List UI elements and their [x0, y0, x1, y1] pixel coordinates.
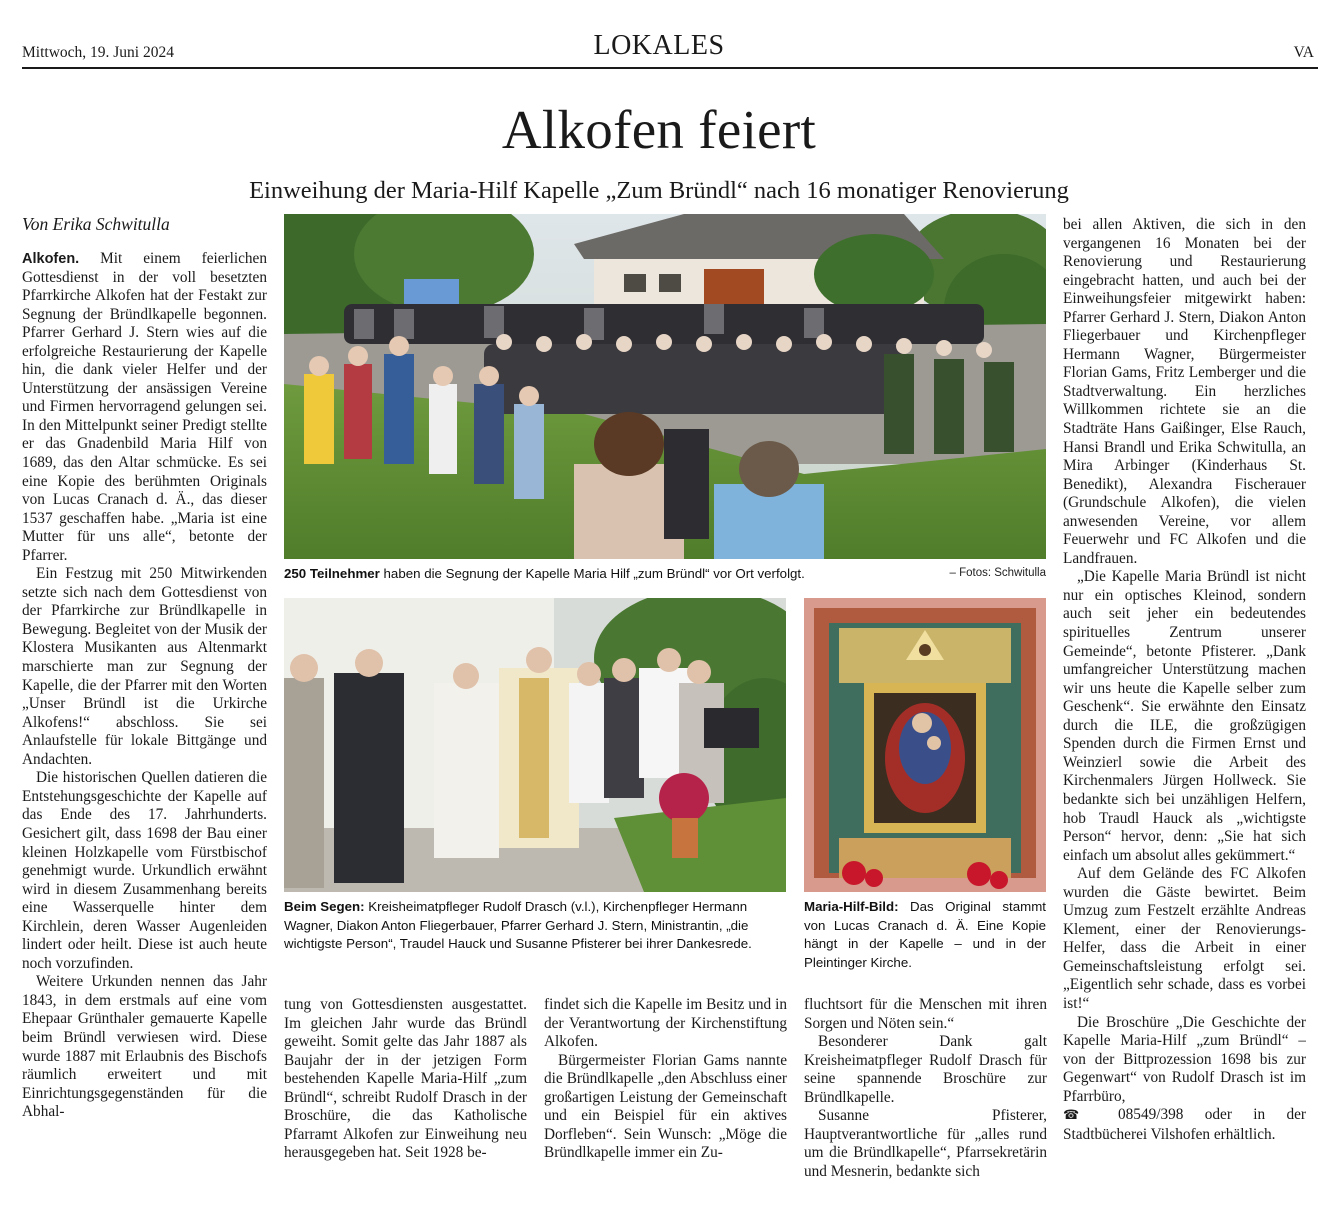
photo-blessing-caption: Beim Segen: Kreisheimatpfleger Rudolf Drasch (v.l.), Kirchenpfleger Hermann Wagner, Diakon Anton Fliegerbauer, Pfarrer Gerhard J. Stern, Ministrantin, „die wichtigste Person“, Traudel Hauck und Susanne Pfisterer bei ihrer Dankesrede. — [284, 899, 752, 951]
photo-credit: – Fotos: Schwitulla — [949, 567, 1046, 579]
byline: Von Erika Schwitulla — [22, 214, 170, 234]
paragraph: Bürgermeister Florian Gams nannte die Bründlkapelle „den Abschluss einer großartigen Leistung der Gemeinschaft und ein Beispiel für ein aktives Dorfleben“. Sein Wunsch: „Möge die Bründlkapelle immer ein Zu- — [544, 1051, 787, 1162]
paragraph: Weitere Urkunden nennen das Jahr 1843, in dem erstmals auf eine vom Ehepaar Grünthaler gemauerte Kapelle beim Bründl verwiesen wird. Diese wurde 1887 mit Erlaubnis des Bischofs räumlich erweitert und mit Einrichtungsgegenständen für die Abhal- — [22, 973, 267, 1121]
headline: Alkofen feiert — [501, 99, 817, 160]
paragraph: findet sich die Kapelle im Besitz und in der Verantwortung der Kirchenstiftung Alkofen. — [544, 996, 787, 1051]
photo-blessing — [284, 598, 786, 892]
photo-crowd-ceremony — [284, 214, 1046, 559]
article-column-3 — [544, 996, 787, 1192]
paragraph: Die Broschüre „Die Geschichte der Kapelle Maria-Hilf „zum Bründl“ – von der Bittprozession 1698 bis zur Gegenwart“ von Rudolf Drasch ist im Pfarrbüro, ☎ 08549/398 oder in der Stadtbücherei Vilshofen erhältlich. — [1063, 1013, 1306, 1143]
article-column-5 — [1063, 216, 1306, 1192]
phone-icon: ☎ — [1063, 1108, 1097, 1124]
paragraph: Ein Festzug mit 250 Mitwirkenden setzte sich nach dem Gottesdienst von der Pfarrkirche zur Bründlkapelle in Bewegung. Begleitet von der Musik der Klostera Musikanten aus Altenmarkt marschierte man zur Segnung der Kapelle, die der Pfarrer mit den Worten „Unser Bründl ist die Urkirche Alkofens!“ abschloss. Sie sei Anlaufstelle für lokale Bittgänge und Andachten. — [22, 565, 267, 768]
article-column-2 — [284, 996, 527, 1192]
edition-code: VA — [1293, 44, 1314, 61]
paragraph: Die historischen Quellen datieren die Entstehungsgeschichte der Kapelle auf das Ende des 17. Jahrhunderts. Gesichert gilt, dass 1698 der Bau einer kleinen Holzkapelle vom Fürstbischof genehmigt wurde. Urkundlich erwähnt wird in diesem Zusammenhang bereits eine Wasserquelle hinter dem Kirchlein, deren Wasser Augenleiden lindert oder heilt. Diese ist auch heute noch vorzufinden. — [22, 769, 267, 972]
photo-maria-hilf-altar — [804, 598, 1046, 892]
paragraph: Alkofen. Mit einem feierlichen Gottesdienst in der voll besetzten Pfarrkirche Alkofen hat der Festakt zur Segnung der Bründlkapelle begonnen. Pfarrer Gerhard J. Stern wies auf die erfolgreiche Restaurierung der Kapelle hin, die dank vieler Helfer und der Unterstützung der ansässigen Vereine und Firmen hervorragend gelungen sei. In den Mittelpunkt seiner Predigt stellte er das Gnadenbild Maria Hilf von 1689, das den Altar schmücke. Es sei eine Kopie des berühmten Originals von Lucas Cranach d. Ä., das dieser 1537 geschaffen habe. „Maria ist eine Mutter für uns alle“, betonte der Pfarrer. — [22, 250, 267, 564]
subheadline: Einweihung der Maria-Hilf Kapelle „Zum Bründl“ nach 16 monatiger Renovierung — [249, 177, 1069, 204]
header-rule — [22, 67, 1318, 69]
paragraph: tung von Gottesdiensten ausgestattet. Im gleichen Jahr wurde das Bründl geweiht. Somit gelte das Jahr 1887 als Baujahr der in der jetzigen Form bestehenden Kapelle Maria-Hilf „zum Bründl“, schreibt Rudolf Drasch in der Broschüre, die das Katholische Pfarramt Alkofen zur Einweihung neu herausgegeben hat. Seit 1928 be- — [284, 996, 527, 1162]
issue-date: Mittwoch, 19. Juni 2024 — [22, 44, 174, 61]
photo-main-caption: 250 Teilnehmer haben die Segnung der Kapelle Maria Hilf „zum Bründl“ vor Ort verfolgt. — [284, 566, 805, 581]
paragraph: bei allen Aktiven, die sich in den vergangenen 16 Monaten bei der Renovierung und Restaurierung eingebracht hatten, und auch bei der Einweihungsfeier mitgewirkt haben: Pfarrer Gerhard J. Stern, Diakon Anton Fliegerbauer und Kirchenpfleger Hermann Wagner, Bürgermeister Florian Gams, Fritz Lemberger und die Stadtverwaltung. Ein herzliches Willkommen richtete sie an die Stadträte Hans Gaißinger, Else Rauch, Hansi Brandl und Erika Schwitulla, an Mira Arbinger (Kinderhaus St. Benedikt), Alexandra Fischerauer (Grundschule Alkofen), die vielen anwesenden Vereine, vor allem Feuerwehr und FC Alkofen und die Landfrauen. — [1063, 216, 1306, 567]
paragraph: Auf dem Gelände des FC Alkofen wurden die Gäste bewirtet. Beim Umzug zum Festzelt erzählte Andreas Klement, einer der Renovierungs-Helfer, dass die Arbeit in einer Gemeinschaftsleistung erfolgt sei. „Eigentlich sehr schade, dass es vorbei ist!“ — [1063, 865, 1306, 1012]
paragraph: „Die Kapelle Maria Bründl ist nicht nur ein optisches Kleinod, sondern auch seit jeher ein bedeutendes spirituelles Zentrum unserer Gemeinde“, betonte Pfisterer. „Dank umfangreicher Unterstützung machen wir uns heute die Kapelle selber zum Geschenk“. Sie erwähnte den Einsatz durch die ILE, die großzügigen Spenden durch die Firmen Ernst und Weinzierl sowie die Arbeit des Kirchenmalers Jürgen Hollweck. Sie bedankte sich bei unzähligen Helfern, hob Traudl Hauck als „wichtigste Person“ hervor, denn: „Sie hat sich einfach um absolut alles gekümmert.“ — [1063, 568, 1306, 864]
paragraph: fluchtsort für die Menschen mit ihren Sorgen und Nöten sein.“ — [804, 996, 1047, 1032]
section-title: LOKALES — [593, 30, 725, 61]
photo-altar-caption: Maria-Hilf-Bild: Das Original stammt von Lucas Cranach d. Ä. Eine Kopie hängt in der Kapelle – und in der Pleintinger Kirche. — [804, 899, 1046, 970]
dateline: Alkofen. — [22, 251, 80, 267]
article-column-4 — [804, 996, 1047, 1192]
paragraph: Susanne Pfisterer, Hauptverantwortliche für „alles rund um die Bründlkapelle“, Pfarrsekretärin und Mesnerin, bedankte sich — [804, 1107, 1047, 1180]
paragraph: Besonderer Dank galt Kreisheimatpfleger Rudolf Drasch für seine spannende Broschüre zur Bründlkapelle. — [804, 1033, 1047, 1106]
article-column-1 — [22, 250, 267, 1192]
